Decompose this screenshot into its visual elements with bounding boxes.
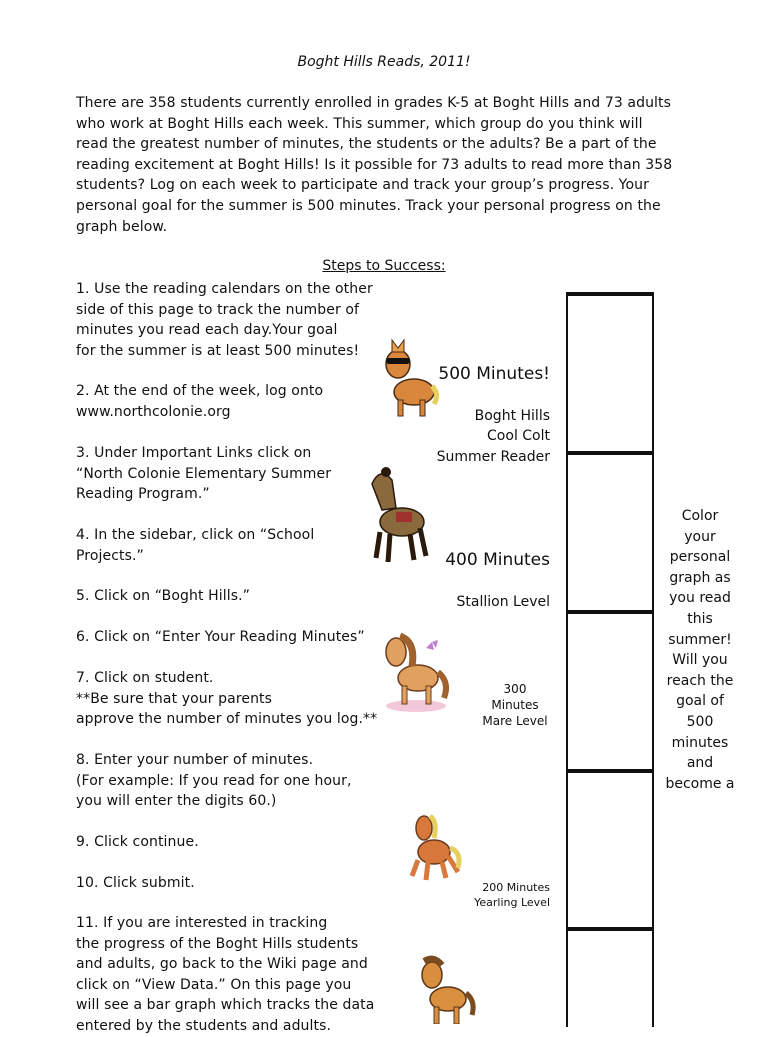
- stallion-horse-illustration: [366, 462, 432, 570]
- intro-paragraph: There are 358 students currently enrolled in grades K-5 at Boght Hills and 73 adults who work at Boght Hills each week. This summer, which group do you think will read the greatest number of minutes, the students or the adults? Be a part of the reading excitement at Boght Hills! Is it possible for 73 adults to read more than 358 students? Log on each week to participate and track your group’s progress. Your personal goal for the summer is 500 minutes. Track your personal progress on the graph below.: [76, 95, 673, 235]
- level-200: 200 Minutes Yearling Level: [474, 881, 550, 909]
- step-10: 10. Click submit.: [76, 875, 195, 891]
- page-title: Boght Hills Reads, 2011!: [297, 54, 471, 70]
- color-graph-note: Color your personal graph as you read this summer! Will you reach the goal of 500 minutes and become a: [665, 508, 735, 792]
- step-8: 8. Enter your number of minutes. (For example: If you read for one hour, you will enter the digits 60.): [76, 752, 352, 810]
- step-5: 5. Click on “Boght Hills.”: [76, 588, 250, 604]
- level-400-minutes: 400 Minutes: [445, 549, 550, 570]
- step-11: 11. If you are interested in tracking the progress of the Boght Hills students and adults, go back to the Wiki page and click on “View Data.” On this page you will see a bar graph which tracks the data entered by the students and adults.: [76, 915, 375, 1034]
- cool-colt-horse-illustration: [380, 334, 440, 422]
- graph-segment-200[interactable]: [566, 769, 654, 930]
- step-6: 6. Click on “Enter Your Reading Minutes”: [76, 629, 365, 645]
- level-500: [430, 343, 550, 468]
- graph-segment-400[interactable]: [566, 451, 654, 612]
- step-4: 4. In the sidebar, click on “School Projects.”: [76, 527, 315, 564]
- graph-segment-500[interactable]: [566, 292, 654, 453]
- level-400-name: Stallion Level: [456, 593, 550, 610]
- level-300: 300 Minutes Mare Level: [482, 682, 548, 728]
- foal-horse-illustration: [414, 955, 478, 1024]
- step-3: 3. Under Important Links click on “North Colonie Elementary Summer Reading Program.”: [76, 445, 332, 503]
- step-9: 9. Click continue.: [76, 834, 199, 850]
- step-7: 7. Click on student. **Be sure that your parents approve the number of minutes you log.**: [76, 670, 378, 728]
- graph-segment-100[interactable]: [566, 927, 654, 1027]
- step-2: 2. At the end of the week, log onto www.northcolonie.org: [76, 383, 324, 420]
- level-400: [430, 529, 550, 612]
- yearling-horse-illustration: [404, 812, 464, 884]
- graph-segment-300[interactable]: [566, 610, 654, 771]
- steps-heading: Steps to Success:: [322, 258, 446, 274]
- step-1: 1. Use the reading calendars on the other side of this page to track the number of minutes you read each day.Your goal for the summer is at least 500 minutes!: [76, 281, 373, 359]
- mare-horse-illustration: [382, 626, 452, 714]
- level-500-name: Boght Hills Cool Colt Summer Reader: [436, 407, 550, 465]
- level-500-minutes: 500 Minutes!: [438, 363, 550, 384]
